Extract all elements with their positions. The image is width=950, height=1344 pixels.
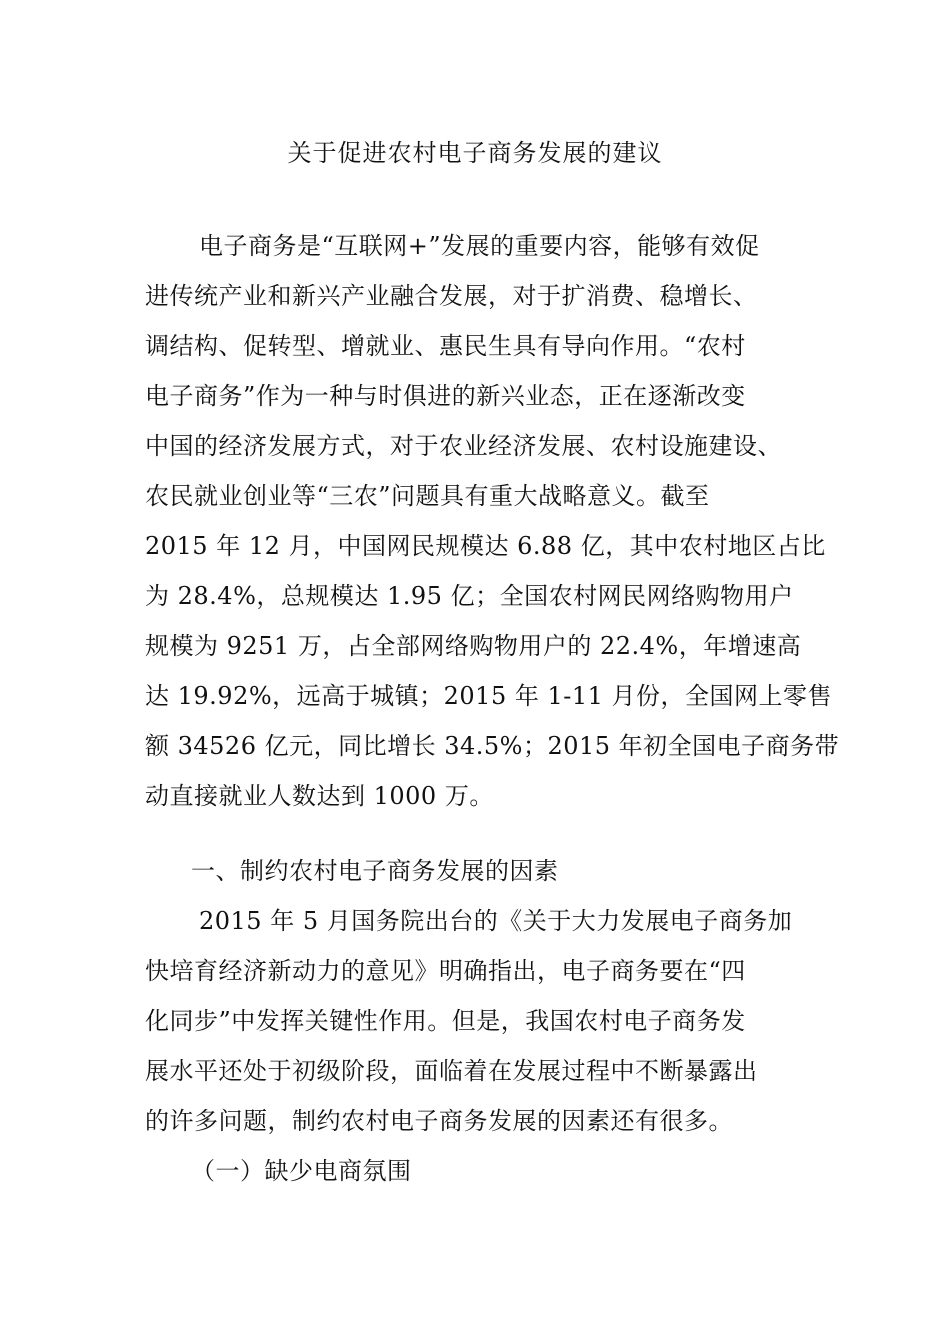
paragraph-section1 — [145, 896, 810, 1146]
paragraph-line: 电子商务是“互联网+”发展的重要内容，能够有效促 — [199, 232, 760, 260]
paragraph-line: 快培育经济新动力的意见》明确指出，电子商务要在“四 — [145, 957, 746, 985]
document-title: 关于促进农村电子商务发展的建议 — [287, 139, 663, 167]
paragraph-intro — [145, 221, 840, 821]
paragraph-line: 中国的经济发展方式，对于农业经济发展、农村设施建设、 — [145, 432, 782, 460]
paragraph-line: 进传统产业和新兴产业融合发展，对于扩消费、稳增长、 — [145, 282, 758, 310]
section-heading-text: 一、制约农村电子商务发展的因素 — [191, 857, 559, 885]
paragraph-line: 动直接就业人数达到 1000 万。 — [145, 782, 494, 810]
paragraph-line: 额 34526 亿元，同比增长 34.5%；2015 年初全国电子商务带 — [145, 732, 840, 760]
paragraph-line: 为 28.4%，总规模达 1.95 亿；全国农村网民网络购物用户 — [145, 582, 794, 610]
paragraph-line: 2015 年 5 月国务院出台的《关于大力发展电子商务加 — [199, 907, 793, 935]
paragraph-line: 2015 年 12 月，中国网民规模达 6.88 亿，其中农村地区占比 — [145, 532, 826, 560]
section-heading — [145, 846, 810, 896]
subsection-heading-text: （一）缺少电商氛围 — [191, 1157, 412, 1185]
paragraph-line: 规模为 9251 万，占全部网络购物用户的 22.4%，年增速高 — [145, 632, 802, 660]
paragraph-line: 展水平还处于初级阶段，面临着在发展过程中不断暴露出 — [145, 1057, 758, 1085]
paragraph-line: 农民就业创业等“三农”问题具有重大战略意义。截至 — [145, 482, 710, 510]
paragraph-line: 达 19.92%，远高于城镇；2015 年 1-11 月份，全国网上零售 — [145, 682, 833, 710]
paragraph-line: 的许多问题，制约农村电子商务发展的因素还有很多。 — [145, 1107, 733, 1135]
paragraph-line: 化同步”中发挥关键性作用。但是，我国农村电子商务发 — [145, 1007, 746, 1035]
paragraph-line: 调结构、促转型、增就业、惠民生具有导向作用。“农村 — [145, 332, 746, 360]
paragraph-line: 电子商务”作为一种与时俱进的新兴业态，正在逐渐改变 — [145, 382, 746, 410]
subsection-heading — [145, 1146, 810, 1196]
